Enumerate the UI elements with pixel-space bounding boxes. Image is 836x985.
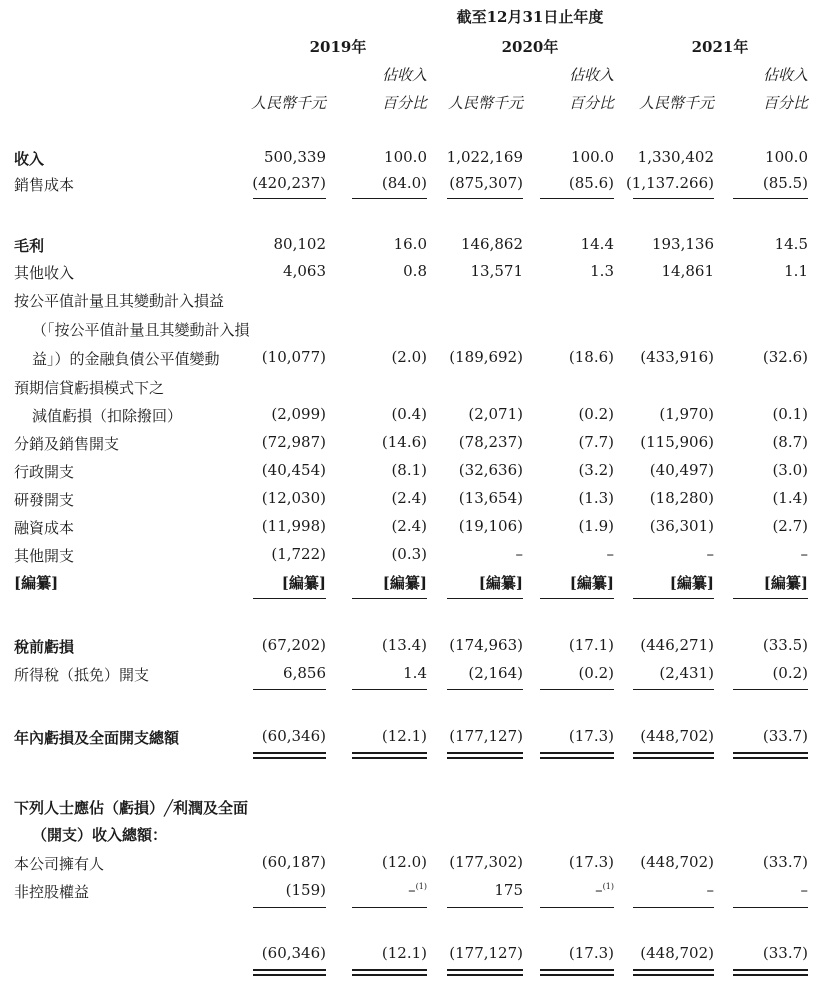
table-rule: [633, 598, 714, 599]
cell-value: [編纂]: [763, 574, 808, 592]
cell-value: 193,136: [651, 235, 714, 253]
row-attributable-heading1: [0, 797, 836, 823]
row-label: 預期信貸虧損模式下之: [14, 379, 165, 397]
table-rule: [733, 974, 808, 976]
row-label: 下列人士應佔（虧損）╱利潤及全面: [14, 799, 249, 817]
table-rule: [447, 598, 523, 599]
row-label: 本公司擁有人: [14, 855, 105, 873]
row-impairment-loss: [0, 405, 836, 431]
table-rule: [733, 198, 808, 199]
cell-value: (0.4): [391, 405, 427, 423]
cell-value: (40,497): [649, 461, 714, 479]
cell-value: (448,702): [640, 727, 714, 745]
table-rule: [447, 969, 523, 971]
table-rule: [733, 689, 808, 690]
table-rule: [352, 969, 427, 971]
row-label: 其他收入: [14, 264, 75, 282]
cell-value: 175: [494, 881, 523, 899]
table-rule: [447, 907, 523, 908]
cell-value: (0.2): [772, 664, 808, 682]
row-label: 行政開支: [14, 463, 75, 481]
cell-value: (78,237): [458, 433, 523, 451]
cell-value: (40,454): [261, 461, 326, 479]
cell-value: (7.7): [578, 433, 614, 451]
year-header-2019: 2019年: [309, 38, 367, 56]
cell-value: (13,654): [458, 489, 523, 507]
cell-value: (84.0): [381, 174, 427, 192]
cell-value: (17.3): [568, 944, 614, 962]
row-label: 稅前虧損: [14, 638, 75, 656]
cell-value: (1.3): [578, 489, 614, 507]
cell-value: (0.1): [772, 405, 808, 423]
table-rule: [447, 689, 523, 690]
cell-value: (189,692): [449, 348, 523, 366]
cell-value: –: [800, 881, 808, 899]
col-header-pct-2020: 百分比: [568, 94, 614, 112]
table-rule: [253, 969, 326, 971]
cell-value: (67,202): [261, 636, 326, 654]
cell-value: [編纂]: [382, 574, 427, 592]
cell-value: –: [706, 881, 714, 899]
cell-value: [編纂]: [478, 574, 523, 592]
cell-value: (115,906): [640, 433, 714, 451]
table-rule: [253, 752, 326, 754]
table-rule: [447, 974, 523, 976]
cell-value: 14.4: [580, 235, 614, 253]
row-label: 融資成本: [14, 519, 75, 537]
row-income-tax: [0, 664, 836, 690]
row-label: [編纂]: [14, 574, 59, 592]
table-rule: [633, 752, 714, 754]
row-fvtpl-line1: [0, 290, 836, 316]
row-rd-expenses: [0, 489, 836, 515]
row-label: 非控股權益: [14, 883, 90, 901]
cell-value: (2,071): [468, 405, 523, 423]
table-rule: [540, 974, 614, 976]
table-rule: [540, 907, 614, 908]
row-admin-expenses: [0, 461, 836, 487]
cell-value: –$^{(1)}$: [595, 881, 614, 899]
cell-value: –$^{(1)}$: [408, 881, 427, 899]
cell-value: (3.2): [578, 461, 614, 479]
row-label: （開支）收入總額：: [32, 826, 168, 844]
cell-value: (8.7): [772, 433, 808, 451]
cell-value: 1.1: [784, 262, 808, 280]
cell-value: (448,702): [640, 853, 714, 871]
cell-value: (177,127): [449, 944, 523, 962]
cell-value: 146,862: [460, 235, 523, 253]
cell-value: 500,339: [263, 148, 326, 166]
cell-value: (2.4): [391, 517, 427, 535]
cell-value: 1.4: [403, 664, 427, 682]
footnote-marker: (1): [602, 882, 614, 891]
cell-value: (10,077): [261, 348, 326, 366]
row-label: 分銷及銷售開支: [14, 435, 120, 453]
table-rule: [633, 907, 714, 908]
row-label: 益」）的金融負債公平值變動: [32, 350, 220, 368]
col-header-pct-2021-top: 佔收入: [762, 66, 808, 84]
cell-value: 100.0: [384, 148, 427, 166]
cell-value: (18,280): [649, 489, 714, 507]
cell-value: (177,127): [449, 727, 523, 745]
cell-value: (420,237): [252, 174, 326, 192]
col-header-rmb-2021: 人民幣千元: [638, 94, 714, 112]
cell-value: (159): [285, 881, 326, 899]
cell-value: (174,963): [449, 636, 523, 654]
row-label: 研發開支: [14, 491, 75, 509]
cell-value: (875,307): [449, 174, 523, 192]
row-other-expenses: [0, 545, 836, 571]
row-grand-total: [0, 944, 836, 970]
cell-value: (1.9): [578, 517, 614, 535]
row-finance-costs: [0, 517, 836, 543]
table-rule: [352, 198, 427, 199]
cell-value: (1.4): [772, 489, 808, 507]
row-label: 減值虧損（扣除撥回）: [32, 407, 183, 425]
cell-value: 13,571: [470, 262, 523, 280]
table-rule: [253, 974, 326, 976]
cell-value: (60,346): [261, 727, 326, 745]
row-gross-profit: [0, 235, 836, 261]
row-ecl-line1: [0, 377, 836, 403]
table-rule: [733, 752, 808, 754]
table-rule: [352, 974, 427, 976]
year-header-2021: 2021年: [691, 38, 749, 56]
table-rule: [352, 752, 427, 754]
cell-value: (85.6): [568, 174, 614, 192]
col-header-rmb-2019: 人民幣千元: [250, 94, 326, 112]
table-rule: [253, 598, 326, 599]
row-cost-of-sales: [0, 174, 836, 200]
cell-value: (36,301): [649, 517, 714, 535]
table-rule: [633, 198, 714, 199]
row-label: 按公平值計量且其變動計入損益: [14, 292, 225, 310]
table-rule: [633, 974, 714, 976]
cell-value: (448,702): [640, 944, 714, 962]
table-rule: [733, 598, 808, 599]
row-label: （「按公平值計量且其變動計入損: [32, 321, 250, 339]
cell-value: (1,970): [659, 405, 714, 423]
cell-value: [編纂]: [669, 574, 714, 592]
row-attributable-heading2: [0, 824, 836, 850]
table-rule: [540, 969, 614, 971]
table-rule: [540, 752, 614, 754]
cell-value: (177,302): [449, 853, 523, 871]
table-rule: [733, 969, 808, 971]
cell-value: 0.8: [403, 262, 427, 280]
table-rule: [352, 689, 427, 690]
period-header: 截至12月31日止年度: [456, 8, 604, 26]
table-rule: [447, 757, 523, 759]
cell-value: –: [706, 545, 714, 563]
col-header-pct-2019: 百分比: [381, 94, 427, 112]
row-label: 毛利: [14, 237, 45, 255]
row-fvtpl-change: [0, 348, 836, 374]
cell-value: 100.0: [571, 148, 614, 166]
table-rule: [733, 757, 808, 759]
cell-value: 1.3: [590, 262, 614, 280]
cell-value: –: [515, 545, 523, 563]
cell-value: (33.5): [762, 636, 808, 654]
cell-value: (433,916): [640, 348, 714, 366]
cell-value: 4,063: [283, 262, 326, 280]
cell-value: (32.6): [762, 348, 808, 366]
cell-value: (2.0): [391, 348, 427, 366]
table-rule: [633, 689, 714, 690]
cell-value: (1,722): [271, 545, 326, 563]
row-label: 其他開支: [14, 547, 75, 565]
col-header-pct-2019-top: 佔收入: [381, 66, 427, 84]
table-rule: [540, 198, 614, 199]
row-label: 所得稅（抵免）開支: [14, 666, 150, 684]
cell-value: (60,187): [261, 853, 326, 871]
footnote-marker: (1): [415, 882, 427, 891]
cell-value: (12.0): [381, 853, 427, 871]
cell-value: –: [800, 545, 808, 563]
cell-value: (2,099): [271, 405, 326, 423]
table-rule: [447, 752, 523, 754]
table-rule: [540, 757, 614, 759]
cell-value: (33.7): [762, 853, 808, 871]
table-rule: [733, 907, 808, 908]
cell-value: (8.1): [391, 461, 427, 479]
cell-value: (17.3): [568, 727, 614, 745]
cell-value: (0.3): [391, 545, 427, 563]
cell-value: (13.4): [381, 636, 427, 654]
table-rule: [352, 757, 427, 759]
row-revenue: [0, 148, 836, 174]
cell-value: (2,431): [659, 664, 714, 682]
col-header-rmb-2020: 人民幣千元: [447, 94, 523, 112]
cell-value: 14,861: [661, 262, 714, 280]
cell-value: [編纂]: [281, 574, 326, 592]
row-total-loss: [0, 727, 836, 753]
col-header-pct-2021: 百分比: [762, 94, 808, 112]
table-rule: [633, 969, 714, 971]
cell-value: (33.7): [762, 944, 808, 962]
cell-value: (2.4): [391, 489, 427, 507]
table-rule: [253, 198, 326, 199]
cell-value: (3.0): [772, 461, 808, 479]
row-label: 收入: [14, 150, 45, 168]
cell-value: 80,102: [273, 235, 326, 253]
table-rule: [540, 598, 614, 599]
row-distribution-expenses: [0, 433, 836, 459]
cell-value: (11,998): [261, 517, 326, 535]
cell-value: 6,856: [283, 664, 326, 682]
cell-value: (60,346): [261, 944, 326, 962]
table-rule: [633, 757, 714, 759]
table-rule: [447, 198, 523, 199]
cell-value: (12,030): [261, 489, 326, 507]
cell-value: 14.5: [774, 235, 808, 253]
table-rule: [253, 757, 326, 759]
cell-value: (0.2): [578, 664, 614, 682]
table-rule: [352, 598, 427, 599]
row-fvtpl-line2: [0, 319, 836, 345]
cell-value: (14.6): [381, 433, 427, 451]
cell-value: (18.6): [568, 348, 614, 366]
cell-value: (17.1): [568, 636, 614, 654]
table-rule: [253, 907, 326, 908]
row-label: 年內虧損及全面開支總額: [14, 729, 180, 747]
row-label: 銷售成本: [14, 176, 75, 194]
table-rule: [540, 689, 614, 690]
cell-value: –: [606, 545, 614, 563]
cell-value: 1,330,402: [637, 148, 714, 166]
cell-value: (72,987): [261, 433, 326, 451]
cell-value: 1,022,169: [446, 148, 523, 166]
cell-value: (1,137.266): [625, 174, 714, 192]
cell-value: (17.3): [568, 853, 614, 871]
row-redacted: [0, 572, 836, 598]
cell-value: 100.0: [765, 148, 808, 166]
cell-value: (0.2): [578, 405, 614, 423]
cell-value: (2.7): [772, 517, 808, 535]
cell-value: (2,164): [468, 664, 523, 682]
cell-value: (33.7): [762, 727, 808, 745]
row-loss-before-tax: [0, 636, 836, 662]
cell-value: (19,106): [458, 517, 523, 535]
cell-value: [編纂]: [569, 574, 614, 592]
cell-value: (12.1): [381, 727, 427, 745]
cell-value: (446,271): [640, 636, 714, 654]
cell-value: (85.5): [762, 174, 808, 192]
row-owners: [0, 853, 836, 879]
row-non-controlling: [0, 881, 836, 907]
cell-value: (32,636): [458, 461, 523, 479]
year-header-2020: 2020年: [501, 38, 559, 56]
row-other-income: [0, 262, 836, 288]
table-rule: [253, 689, 326, 690]
cell-value: (12.1): [381, 944, 427, 962]
table-rule: [352, 907, 427, 908]
cell-value: 16.0: [393, 235, 427, 253]
col-header-pct-2020-top: 佔收入: [568, 66, 614, 84]
